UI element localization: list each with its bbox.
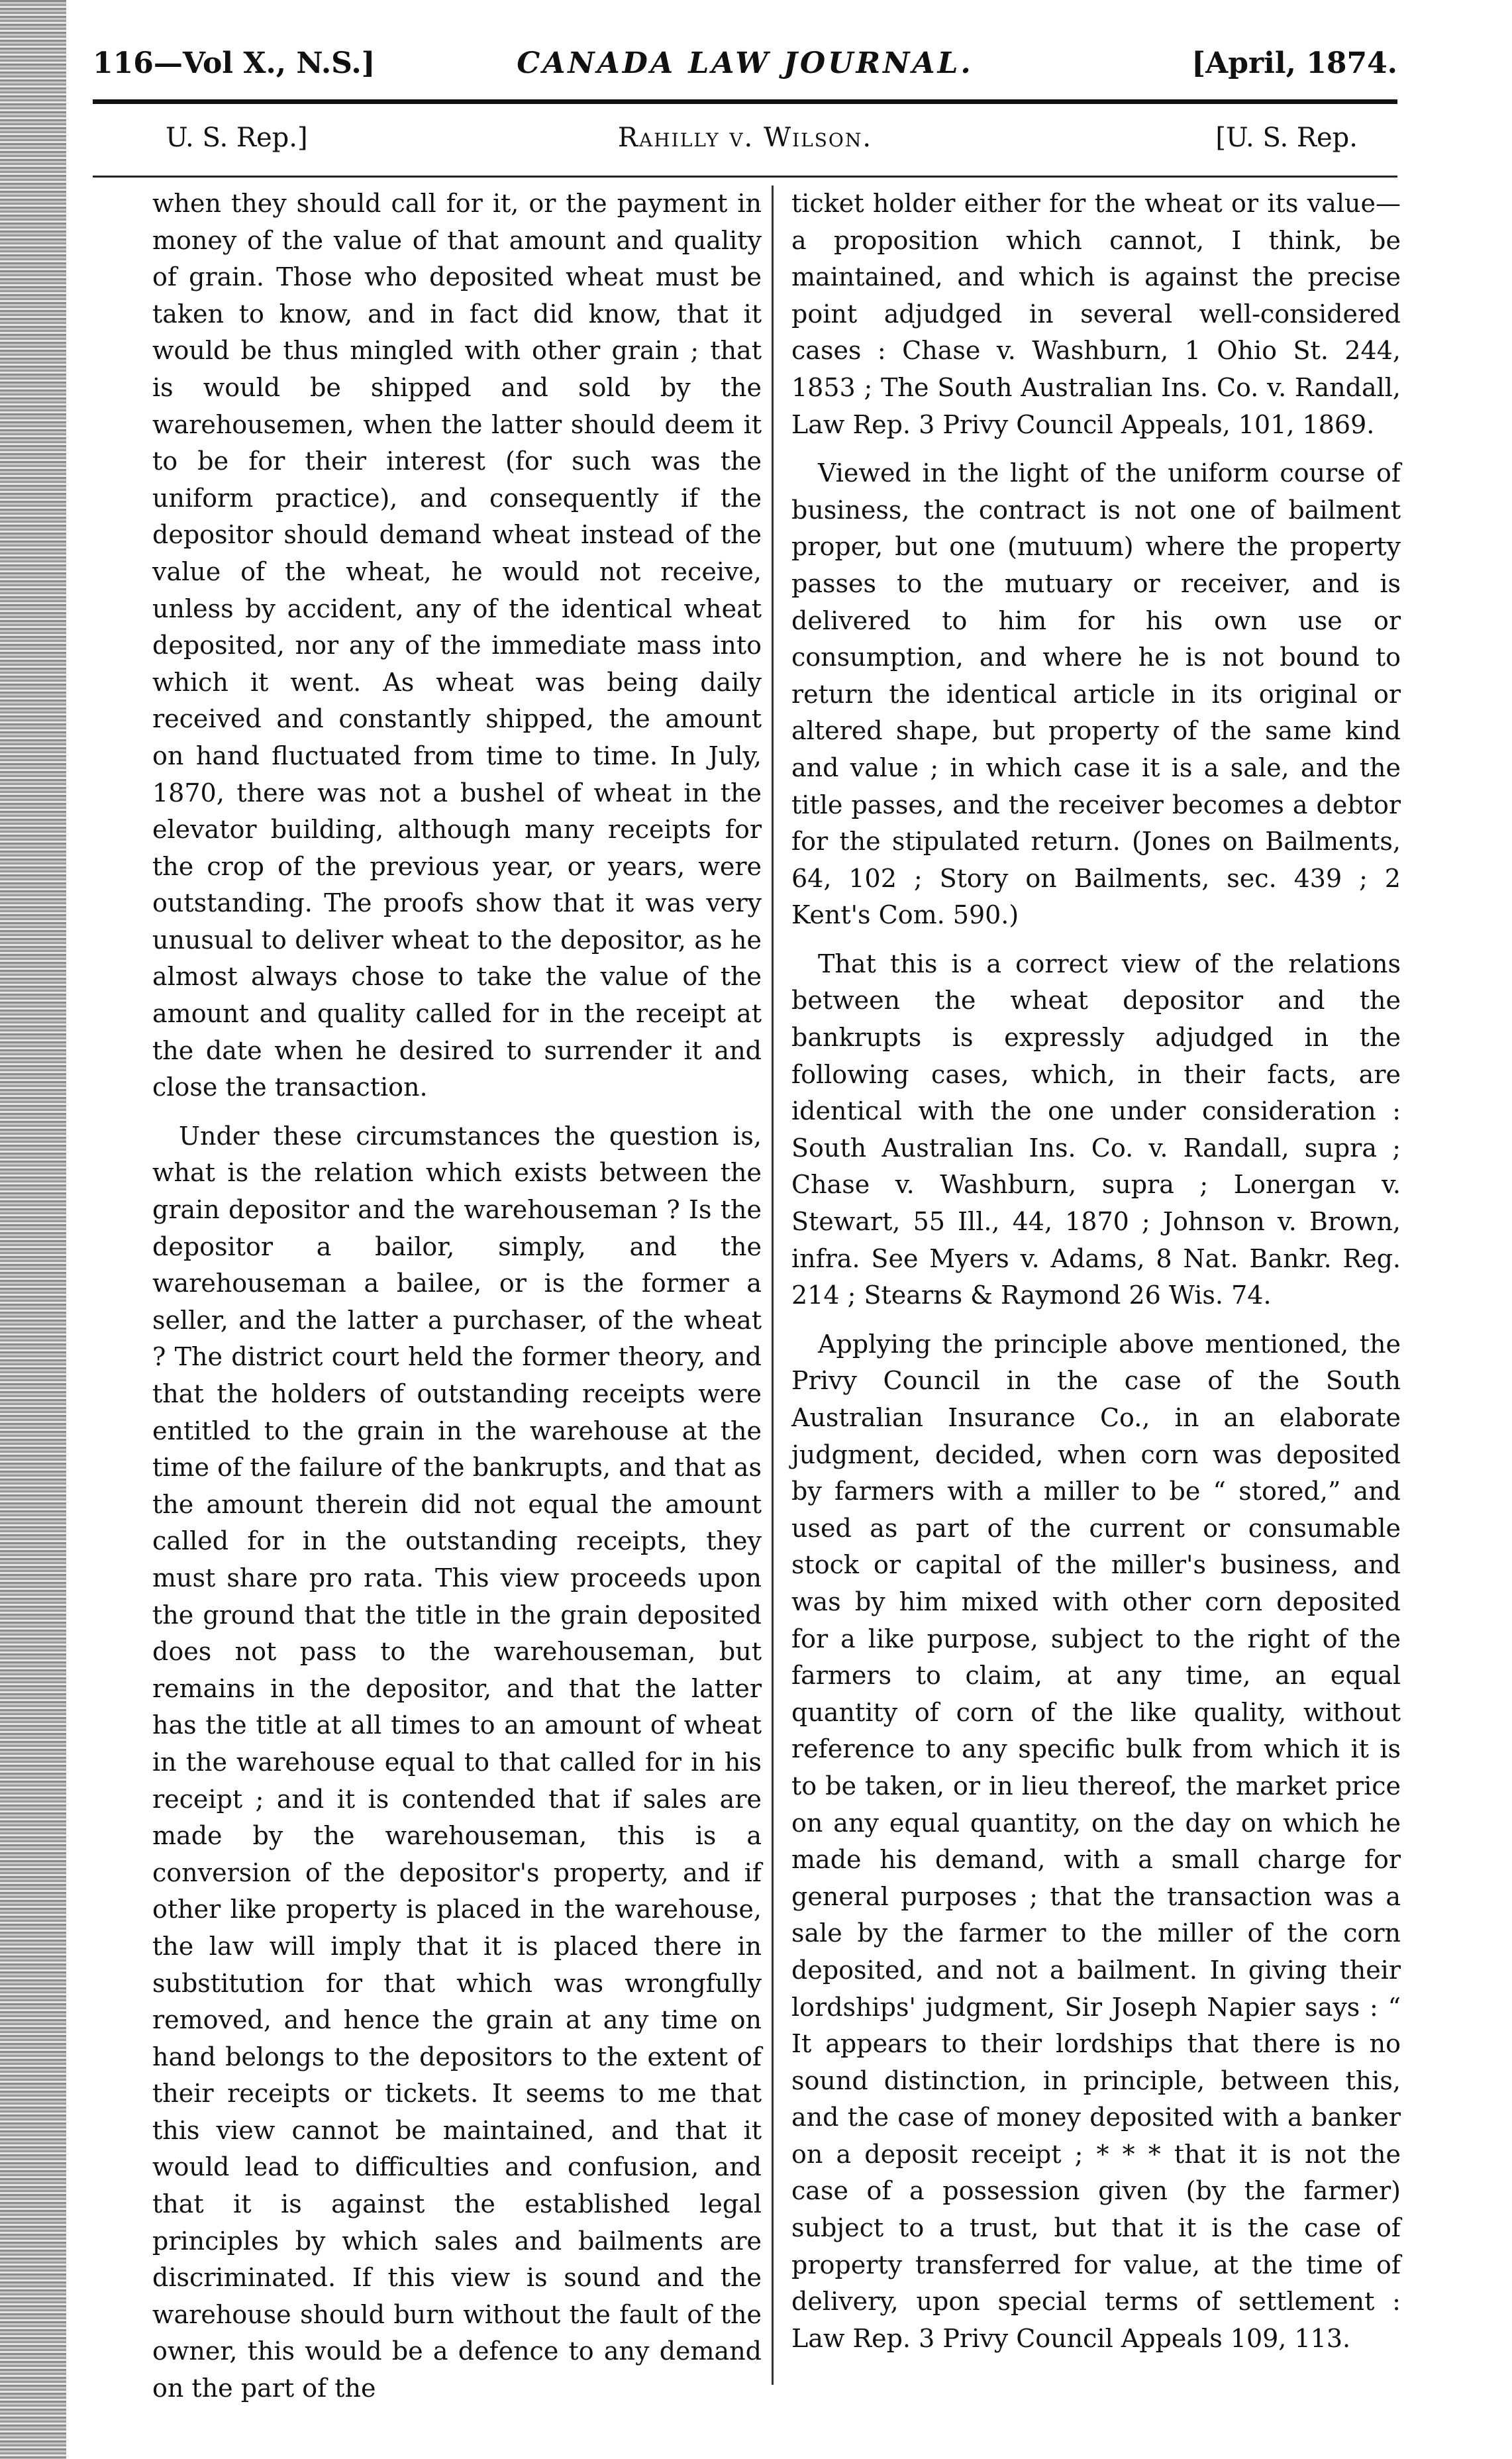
paragraph: Under these circumstances the question is, what is the relation which exists between the grain depositor and the warehouseman ? Is the depositor a bailor, simply, and the warehouseman a bailee, or is the former a seller, and the latter a purchaser, of the wheat ? The district court held the former theory, and that the holders of outstanding receipts were entitled to the grain in the warehouse at the time of the failure of the bankrupts, and that as the amount therein did not equal the amount called for in the outstanding receipts, they must share pro rata. This view proceeds upon the ground that the title in the grain deposited does not pass to the warehouseman, but remains in the depositor, and that the latter has the title at all times to an amount of wheat in the warehouse equal to that called for in his receipt ; and it is contended that if sales are made by the warehouseman, this is a conversion of the depositor's property, and if other like property is placed in the warehouse, the law will imply that it is placed there in substitution for that which was wrongfully removed, and hence the grain at any time on hand belongs to the depositors to the extent of their receipts or tickets. It seems to me that this view cannot be maintained, and that it would lead to difficulties and confusion, and that it is against the established legal principles by which sales and bailments are discriminated. If this view is sound and the warehouse should burn without the fault of the owner, this would be a defence to any demand on the part of the	[152, 1121, 762, 2403]
paragraph: Viewed in the light of the uniform course of business, the contract is not one of bailment proper, but one (mutuum) where the property passes to the mutuary or receiver, and is delivered to him for his own use or consumption, and where he is not bound to return the identical article in its original or altered shape, but property of the same kind and value ; in which case it is a sale, and the title passes, and the receiver becomes a debtor for the stipulated return. (Jones on Bailments, 64, 102 ; Story on Bailments, sec. 439 ; 2 Kent's Com. 590.)	[791, 458, 1401, 930]
left-column	[152, 185, 762, 2419]
paragraph: Applying the principle above mentioned, the Privy Council in the case of the South Australian Insurance Co., in an elaborate judgment, decided, when corn was deposited by farmers with a miller to be “ stored,” and used as part of the current or consumable stock or capital of the miller's business, and was by him mixed with other corn deposited for a like purpose, subject to the right of the farmers to claim, at any time, an equal quantity of corn of the like quality, without reference to any specific bulk from which it is to be taken, or in lieu thereof, the market price on any equal quantity, on the day on which he made his demand, with a small charge for general purposes ; that the transaction was a sale by the farmer to the miller of the corn deposited, and not a bailment. In giving their lordships' judgment, Sir Joseph Napier says : “ It appears to their lordships that there is no sound distinction, in principle, between this, and the case of money deposited with a banker on a deposit receipt ; * * * that it is not the case of a possession given (by the farmer) subject to a trust, but that it is the case of property transferred for value, at the time of delivery, upon special terms of settlement : Law Rep. 3 Privy Council Appeals 109, 113.	[791, 1329, 1401, 2353]
page-volume: 116—Vol X., N.S.]	[93, 46, 376, 80]
case-header	[93, 116, 1397, 169]
paragraph: That this is a correct view of the relations between the wheat depositor and the bankrupts is expressly adjudged in the following cases, which, in their facts, are identical with the one under consideration : South Australian Ins. Co. v. Randall, supra ; Chase v. Washburn, supra ; Lonergan v. Stewart, 55 Ill., 44, 1870 ; Johnson v. Brown, infra. See Myers v. Adams, 8 Nat. Bankr. Reg. 214 ; Stearns & Raymond 26 Wis. 74.	[791, 949, 1401, 1310]
paragraph: ticket holder either for the wheat or its value—a proposition which cannot, I think, be maintained, and which is against the precise point adjudged in several well-considered cases : Chase v. Washburn, 1 Ohio St. 244, 1853 ; The South Australian Ins. Co. v. Randall, Law Rep. 3 Privy Council Appeals, 101, 1869.	[791, 189, 1401, 439]
case-title: Rahilly v. Wilson.	[617, 123, 873, 153]
running-header	[93, 40, 1397, 99]
header-rule	[93, 99, 1397, 104]
case-header-rule	[93, 176, 1397, 178]
column-divider	[772, 185, 774, 2385]
right-column	[791, 185, 1401, 2369]
report-left: U. S. Rep.]	[166, 123, 308, 153]
binding-edge	[0, 0, 66, 2459]
paragraph: when they should call for it, or the payment in money of the value of that amount and quality of grain. Those who deposited wheat must be taken to know, and in fact did know, that it would be thus mingled with other grain ; that is would be shipped and sold by the warehousemen, when the latter should deem it to be for their interest (for such was the uniform practice), and consequently if the depositor should demand wheat instead of the value of the wheat, he would not receive, unless by accident, any of the identical wheat deposited, nor any of the immediate mass into which it went. As wheat was being daily received and constantly shipped, the amount on hand fluctuated from time to time. In July, 1870, there was not a bushel of wheat in the elevator building, although many receipts for the crop of the previous year, or years, were outstanding. The proofs show that it was very unusual to deliver wheat to the depositor, as he almost always chose to take the value of the amount and quality called for in the receipt at the date when he desired to surrender it and close the transaction.	[152, 189, 762, 1102]
journal-title: CANADA LAW JOURNAL.	[517, 46, 974, 80]
report-right: [U. S. Rep.	[1215, 123, 1358, 153]
issue-date: [April, 1874.	[1191, 46, 1397, 80]
